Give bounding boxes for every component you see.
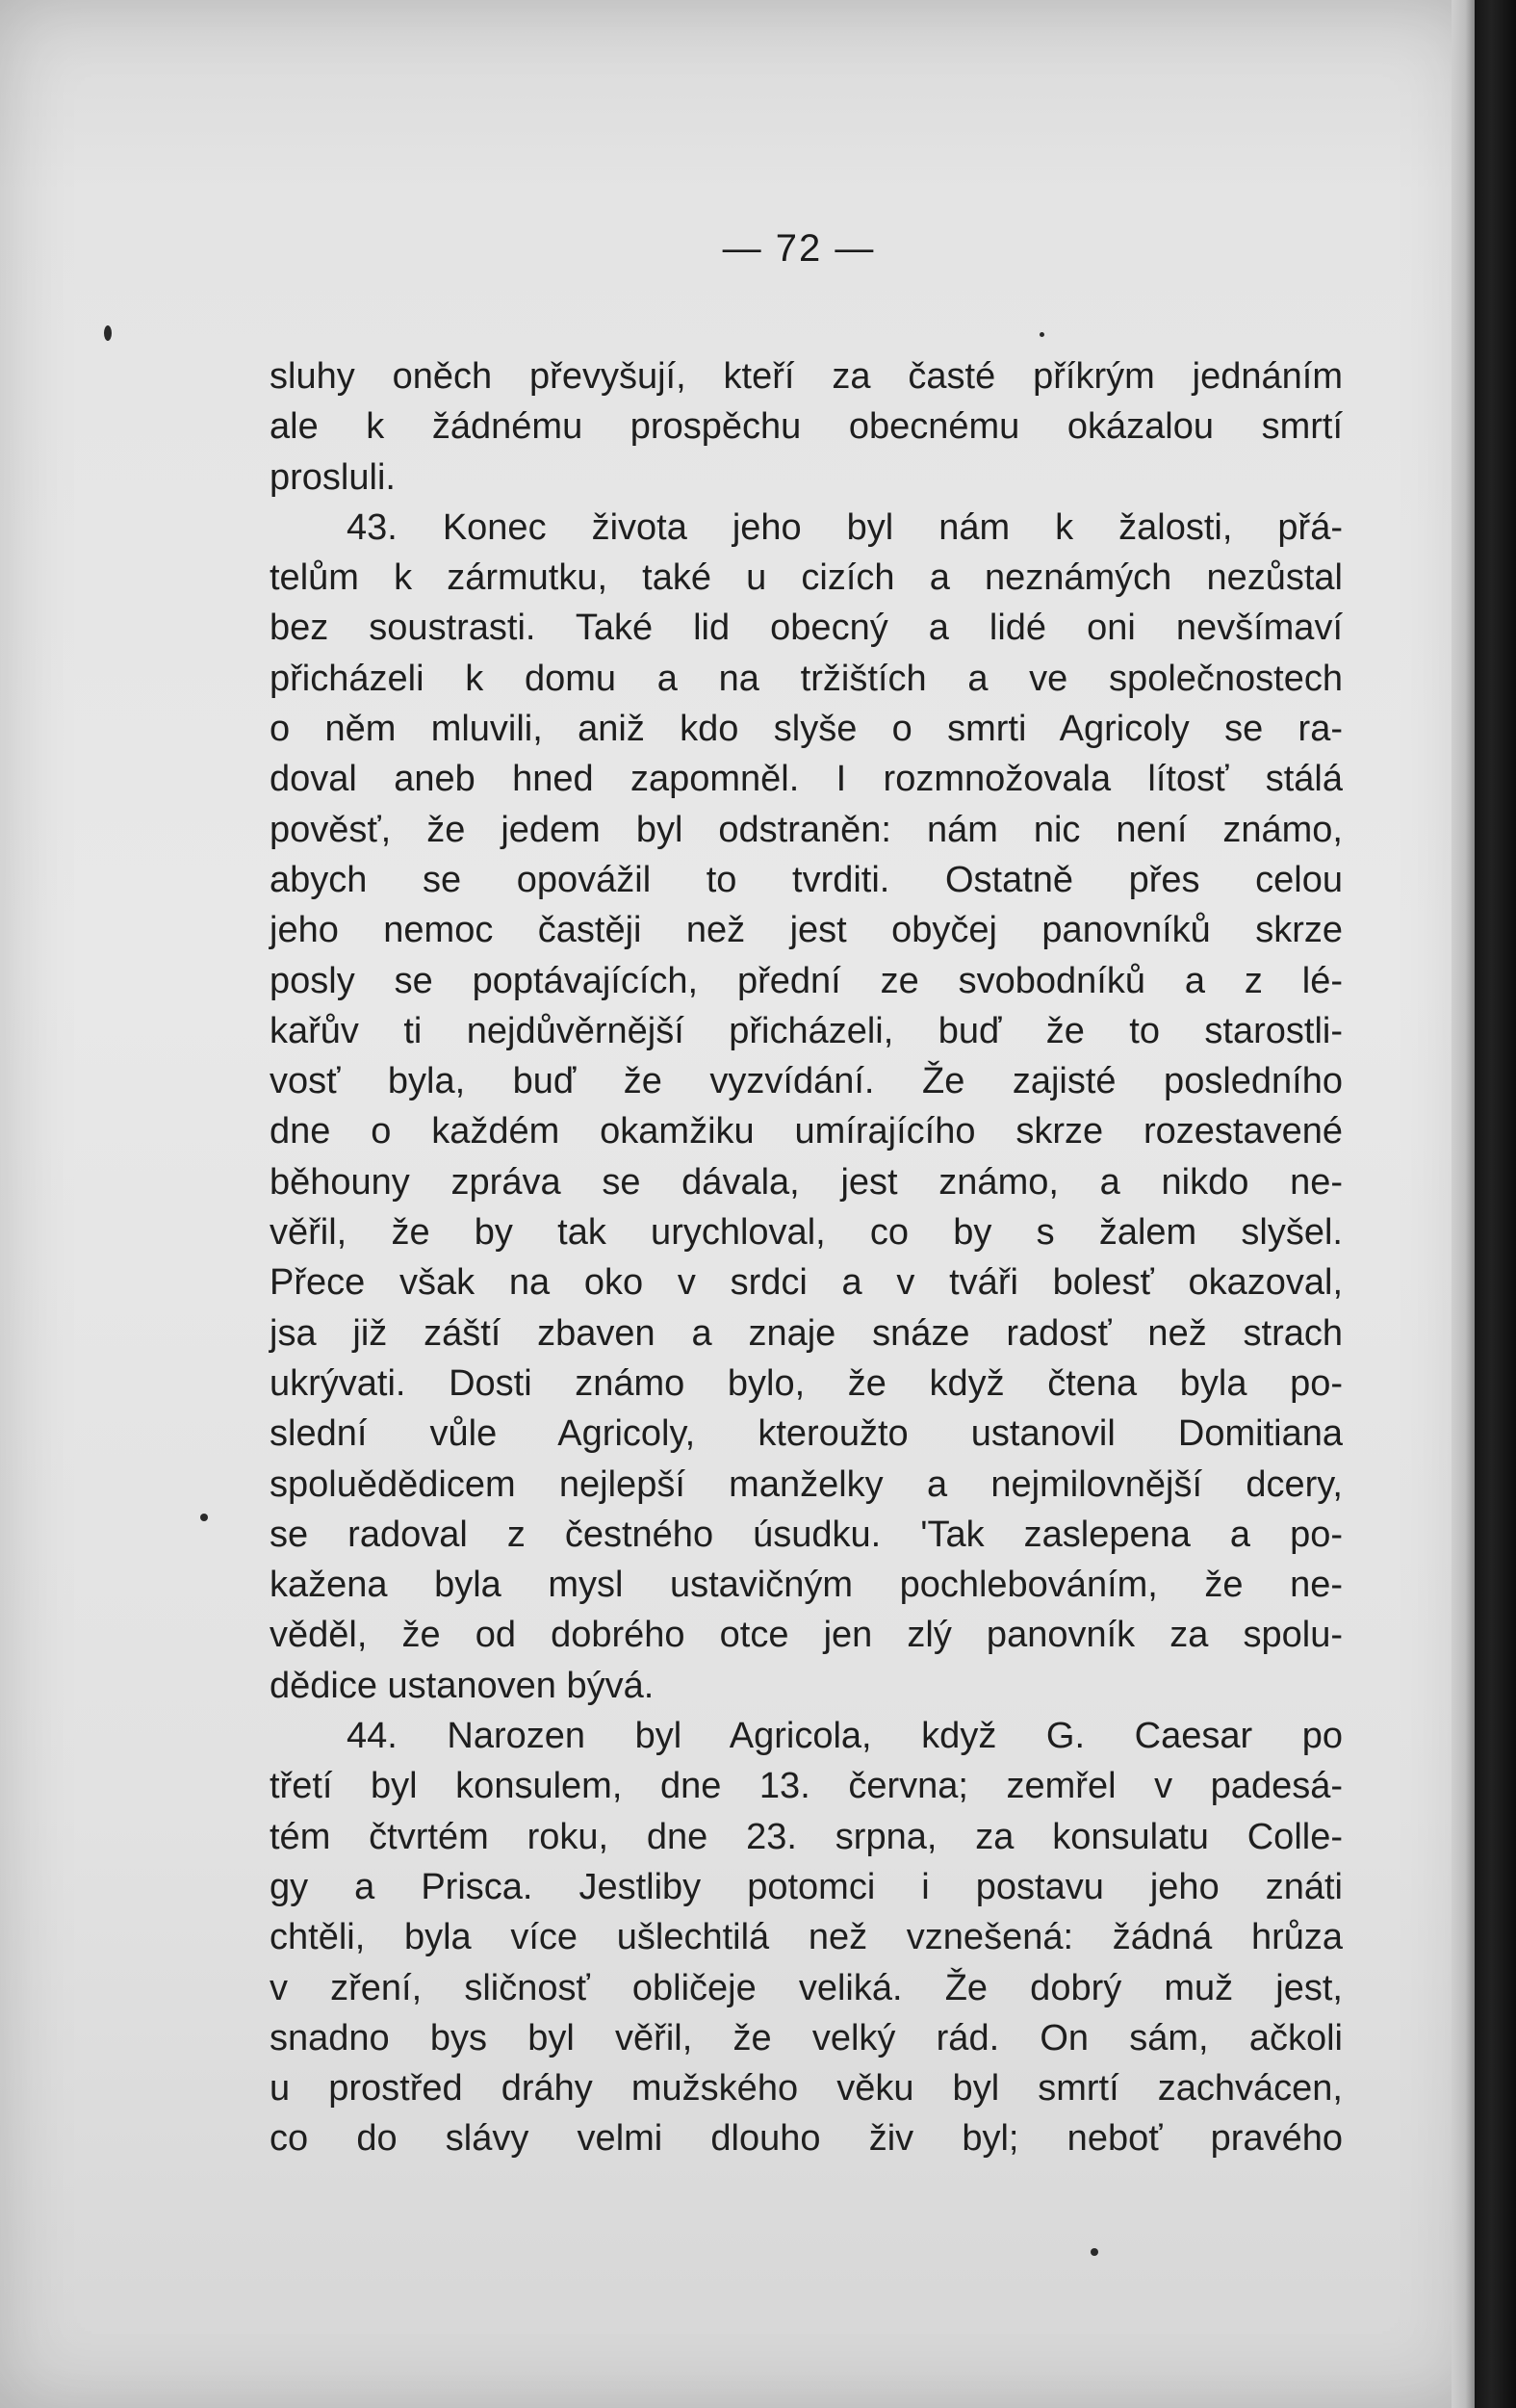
- text-line: 43. Konec života jeho byl nám k žalosti, přá-: [347, 506, 1343, 548]
- text-line: sluhy oněch převyšují, kteří za časté příkrým jednáním: [270, 356, 1343, 397]
- text-line: věděl, že od dobrého otce jen zlý panovník za spolu-: [270, 1615, 1343, 1656]
- text-line: doval aneb hned zapomněl. I rozmnožovala lítosť stálá: [270, 759, 1343, 800]
- text-line: co do slávy velmi dlouho živ byl; neboť pravého: [270, 2118, 1343, 2160]
- text-line: dne o každém okamžiku umírajícího skrze rozestavené: [270, 1111, 1343, 1152]
- text-line: spoluědědicem nejlepší manželky a nejmilovnější dcery,: [270, 1463, 1343, 1505]
- print-speck: [1040, 332, 1044, 337]
- text-line: kařův ti nejdůvěrnější přicházeli, buď že to starostli-: [270, 1010, 1343, 1051]
- text-line: prosluli.: [270, 456, 396, 498]
- text-line: o něm mluvili, aniž kdo slyše o smrti Agricoly se ra-: [270, 709, 1343, 750]
- text-line: ukrývati. Dosti známo bylo, že když čtena byla po-: [270, 1362, 1343, 1404]
- scan-border: [1475, 0, 1516, 2408]
- text-line: se radoval z čestného úsudku. 'Tak zaslepena a po-: [270, 1514, 1343, 1555]
- text-line: jeho nemoc častěji než jest obyčej panovníků skrze: [270, 910, 1343, 951]
- text-line: chtěli, byla více ušlechtilá než vznešená: žádná hrůza: [270, 1917, 1343, 1958]
- text-line: dědice ustanoven bývá.: [270, 1665, 655, 1706]
- print-speck: [200, 1514, 208, 1521]
- print-speck: [1091, 2248, 1098, 2256]
- text-line: kažena byla mysl ustavičným pochlebováním, že ne-: [270, 1565, 1343, 1606]
- text-line: přicházeli k domu a na tržištích a ve společnostech: [270, 658, 1343, 699]
- text-line: vosť byla, buď že vyzvídání. Že zajisté posledního: [270, 1061, 1343, 1102]
- text-line: u prostřed dráhy mužského věku byl smrtí zachvácen,: [270, 2068, 1343, 2110]
- text-line: tém čtvrtém roku, dne 23. srpna, za konsulatu Colle-: [270, 1816, 1343, 1857]
- text-line: 44. Narozen byl Agricola, když G. Caesar po: [347, 1716, 1343, 1757]
- text-line: telům k zármutku, také u cizích a neznámých nezůstal: [270, 557, 1343, 599]
- text-line: jsa již záští zbaven a znaje snáze radosť než strach: [270, 1312, 1343, 1354]
- text-line: snadno bys byl věřil, že velký rád. On sám, ačkoli: [270, 2017, 1343, 2058]
- text-line: ale k žádnému prospěchu obecnému okázalou smrtí: [270, 406, 1343, 448]
- print-speck: [104, 325, 112, 341]
- text-line: věřil, že by tak urychloval, co by s žalem slyšel.: [270, 1212, 1343, 1254]
- text-line: běhouny zpráva se dávala, jest známo, a nikdo ne-: [270, 1161, 1343, 1203]
- text-line: pověsť, že jedem byl odstraněn: nám nic není známo,: [270, 809, 1343, 850]
- text-line: třetí byl konsulem, dne 13. června; zemřel v padesá-: [270, 1766, 1343, 1807]
- page-number: — 72 —: [722, 227, 876, 270]
- page-edge-shadow: [1452, 0, 1475, 2408]
- text-line: gy a Prisca. Jestliby potomci i postavu jeho znáti: [270, 1866, 1343, 1907]
- text-line: v zření, sličnosť obličeje veliká. Že dobrý muž jest,: [270, 1967, 1343, 2008]
- text-line: bez soustrasti. Také lid obecný a lidé oni nevšímaví: [270, 608, 1343, 649]
- text-line: slední vůle Agricoly, kteroužto ustanovil Domitiana: [270, 1413, 1343, 1455]
- body-text: [270, 351, 1343, 2164]
- text-line: abych se opovážil to tvrditi. Ostatně přes celou: [270, 859, 1343, 900]
- text-line: Přece však na oko v srdci a v tváři bolesť okazoval,: [270, 1262, 1343, 1304]
- text-line: posly se poptávajících, přední ze svobodníků a z lé-: [270, 960, 1343, 1001]
